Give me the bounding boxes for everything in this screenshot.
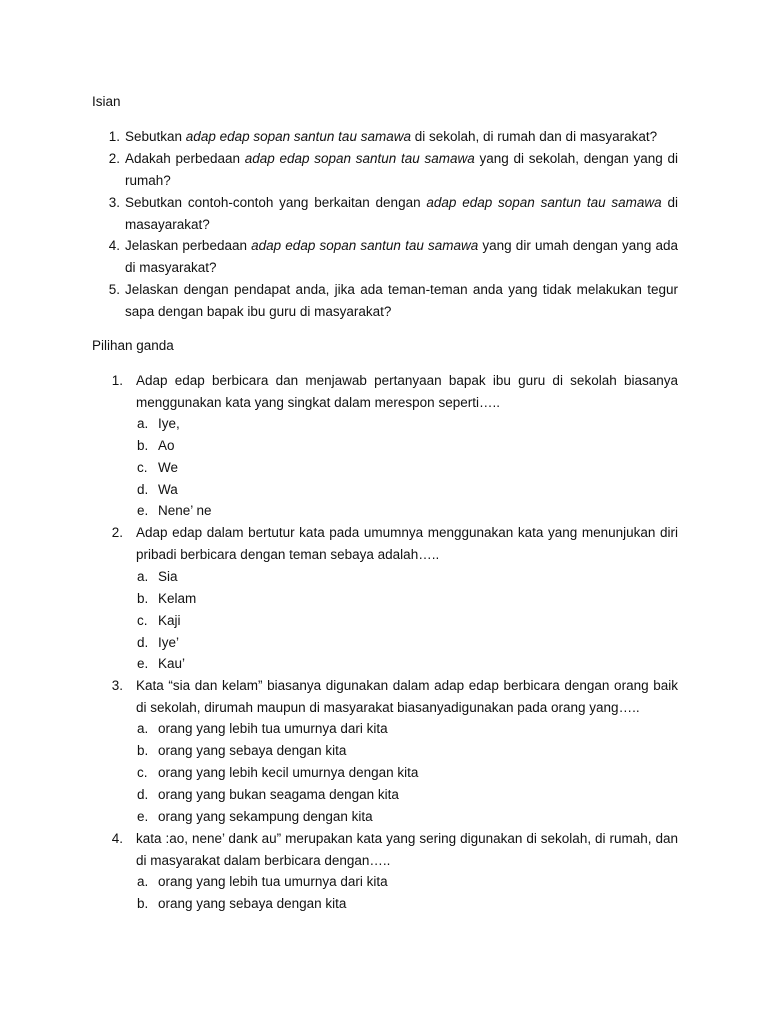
pg-question-4: kata :ao, nene’ dank au” merupakan kata yang sering digunakan di sekolah, di rumah, dan di masyarakat dalam berbicara dengan….. (136, 831, 678, 868)
option-text: orang yang bukan seagama dengan kita (158, 787, 399, 802)
option-text: orang yang lebih kecil umurnya dengan kita (158, 765, 419, 780)
pg-question-1: Adap edap berbicara dan menjawab pertanyaan bapak ibu guru di sekolah biasanya menggunakan kata yang singkat dalam merespon seperti….. (136, 373, 678, 410)
isian-question-3: Sebutkan contoh-contoh yang berkaitan dengan adap edap sopan santun tau samawa di masayarakat? (125, 195, 678, 232)
option-text: Wa (158, 482, 178, 497)
isian-question-number: 4. (108, 238, 120, 253)
option-text: orang yang sebaya dengan kita (158, 743, 347, 758)
option-text: Iye’ (158, 635, 180, 650)
option-text: Kau’ (158, 656, 186, 671)
option-text: Nene’ ne (158, 503, 212, 518)
isian-question-1: Sebutkan adap edap sopan santun tau samawa di sekolah, di rumah dan di masyarakat? (125, 129, 658, 144)
option-letter: d. (137, 482, 149, 497)
option-letter: a. (137, 721, 149, 736)
option-letter: e. (137, 503, 149, 518)
option-text: Sia (158, 569, 178, 584)
option-letter: b. (137, 591, 149, 606)
option-text: orang yang lebih tua umurnya dari kita (158, 721, 388, 736)
option-text: Kelam (158, 591, 197, 606)
option-letter: e. (137, 809, 149, 824)
option-letter: e. (137, 656, 149, 671)
pg-question-number: 2. (111, 525, 123, 540)
option-text: We (158, 460, 179, 475)
option-letter: d. (137, 635, 149, 650)
option-letter: c. (137, 460, 148, 475)
isian-question-number: 3. (108, 195, 120, 210)
isian-question-number: 2. (108, 151, 120, 166)
isian-question-5: Jelaskan dengan pendapat anda, jika ada teman-teman anda yang tidak melakukan tegur sapa dengan bapak ibu guru di masyarakat? (125, 282, 678, 319)
option-letter: c. (137, 765, 148, 780)
pg-question-3: Kata “sia dan kelam” biasanya digunakan dalam adap edap berbicara dengan orang baik di sekolah, dirumah maupun di masyarakat biasanyadigunakan pada orang yang….. (136, 678, 678, 715)
option-text: Iye, (158, 416, 180, 431)
option-letter: a. (137, 416, 149, 431)
section-heading-pilihan-ganda: Pilihan ganda (92, 338, 174, 353)
isian-question-number: 5. (108, 282, 120, 297)
isian-question-number: 1. (108, 129, 120, 144)
option-text: Kaji (158, 613, 181, 628)
option-text: orang yang sekampung dengan kita (158, 809, 373, 824)
option-letter: a. (137, 569, 149, 584)
section-heading-isian: Isian (92, 94, 121, 109)
option-letter: b. (137, 743, 149, 758)
option-letter: a. (137, 874, 149, 889)
pg-question-number: 1. (111, 373, 123, 388)
option-text: orang yang lebih tua umurnya dari kita (158, 874, 388, 889)
pg-question-2: Adap edap dalam bertutur kata pada umumnya menggunakan kata yang menunjukan diri pribadi berbicara dengan teman sebaya adalah….. (136, 525, 678, 562)
option-text: orang yang sebaya dengan kita (158, 896, 347, 911)
isian-question-4: Jelaskan perbedaan adap edap sopan santun tau samawa yang dir umah dengan yang ada di masyarakat? (125, 238, 678, 275)
pg-question-number: 4. (111, 831, 123, 846)
option-letter: d. (137, 787, 149, 802)
isian-question-2: Adakah perbedaan adap edap sopan santun tau samawa yang di sekolah, dengan yang di rumah? (125, 151, 678, 188)
option-letter: b. (137, 438, 149, 453)
pg-question-number: 3. (111, 678, 123, 693)
option-letter: c. (137, 613, 148, 628)
option-letter: b. (137, 896, 149, 911)
option-text: Ao (158, 438, 175, 453)
